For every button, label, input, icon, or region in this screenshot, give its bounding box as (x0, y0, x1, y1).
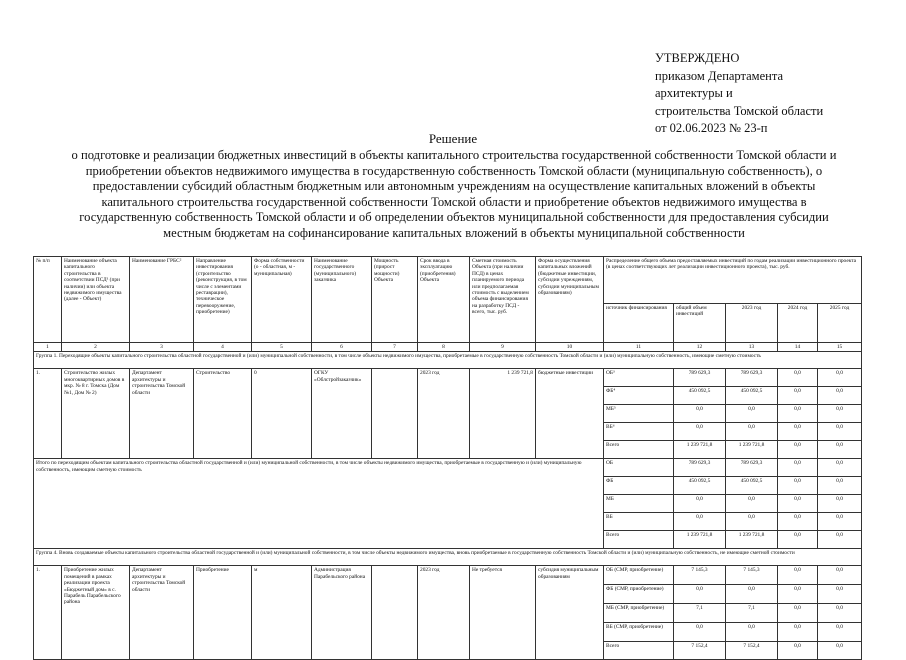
column-number: 7 (372, 343, 418, 352)
fin-total: 0,0 (674, 495, 726, 513)
object-name: Приобретение жилых помещений в рамках реализации проекта «Бюджетный дом» в с. Парабель Парабельского района (62, 566, 130, 660)
fin-2023: 0,0 (726, 495, 778, 513)
fin-source: ВБ (СМР, приобретение) (604, 623, 674, 642)
header-cell: Форма собственности (о - областная, м - муниципальная) (252, 257, 312, 343)
fin-2025: 0,0 (818, 405, 862, 423)
column-number: 15 (818, 343, 862, 352)
fin-2023: 1 239 721,8 (726, 531, 778, 549)
approved-line: приказом Департамента (655, 68, 783, 83)
fin-source: ВБ⁶ (604, 423, 674, 441)
object-number: 1. (34, 566, 62, 660)
fin-2023: 0,0 (726, 423, 778, 441)
fin-total: 789 629,3 (674, 369, 726, 387)
fin-2024: 0,0 (778, 477, 818, 495)
fin-source: ОБ (СМР, приобретение) (604, 566, 674, 585)
fin-2024: 0,0 (778, 604, 818, 623)
fin-total: 0,0 (674, 623, 726, 642)
header-cell: 2024 год (778, 304, 818, 343)
group-row (34, 352, 862, 369)
object-capacity (372, 566, 418, 660)
object-name: Строительство жилых многоквартирных домов в мкр. № 8 г. Томска (Дом №1, Дом № 2) (62, 369, 130, 459)
fin-2025: 0,0 (818, 604, 862, 623)
object-grbs: Департамент архитектуры и строительства Томской области (130, 369, 194, 459)
fin-total: 0,0 (674, 423, 726, 441)
fin-source: ФБ (СМР, приобретение) (604, 585, 674, 604)
column-number: 3 (130, 343, 194, 352)
object-capacity (372, 369, 418, 459)
fin-2024: 0,0 (778, 623, 818, 642)
header-cell: 2023 год (726, 304, 778, 343)
approved-line: строительства Томской области (655, 103, 824, 118)
approved-line: архитектуры и (655, 86, 733, 100)
fin-2024: 0,0 (778, 566, 818, 585)
header-cell: 2025 год (818, 304, 862, 343)
fin-2023: 0,0 (726, 513, 778, 531)
fin-2025: 0,0 (818, 585, 862, 604)
object-direction: Строительство (194, 369, 252, 459)
approval-stamp (655, 50, 823, 138)
fin-2023: 0,0 (726, 405, 778, 423)
fin-2023: 789 629,3 (726, 369, 778, 387)
fin-2025: 0,0 (818, 642, 862, 660)
object-cost: Не требуется (470, 566, 536, 660)
fin-2024: 0,0 (778, 495, 818, 513)
fin-2024: 0,0 (778, 513, 818, 531)
fin-2023: 0,0 (726, 623, 778, 642)
subtotal-label: Итого по переходящим объектам капитального строительства областной государственной и (или) муниципальной собственности, в том числе объекты недвижимого имущества, приобретаемые в государственную и (или) муниципальную собственность, имеющим сметную стоимость (34, 459, 604, 549)
fin-2025: 0,0 (818, 423, 862, 441)
object-cost: 1 239 721,8 (470, 369, 536, 459)
header-cell: источник финансирования (604, 304, 674, 343)
table-row (34, 566, 862, 585)
column-number-row (34, 343, 862, 352)
fin-source: МБ (СМР, приобретение) (604, 604, 674, 623)
fin-2025: 0,0 (818, 459, 862, 477)
header-cell: Наименование ГРБС² (130, 257, 194, 343)
header-cell: Срок ввода в эксплуатацию (приобретения) Объекта (418, 257, 470, 343)
object-ownership: м (252, 566, 312, 660)
object-form: субсидия муниципальным образованиям (536, 566, 604, 660)
fin-total: 450 092,5 (674, 387, 726, 405)
fin-2024: 0,0 (778, 387, 818, 405)
fin-source: МБ (604, 495, 674, 513)
fin-2025: 0,0 (818, 513, 862, 531)
object-customer: ОГКУ «Облстройзаказчик» (312, 369, 372, 459)
object-term: 2023 год (418, 566, 470, 660)
header-cell: Форма осуществления капитальных вложений (бюджетные инвестиции, субсидии учреждениям, субсидии муниципальным образованиям) (536, 257, 604, 343)
decision-title: Решение (428, 131, 478, 146)
object-customer: Администрация Парабельского района (312, 566, 372, 660)
column-number: 6 (312, 343, 372, 352)
column-number: 9 (470, 343, 536, 352)
fin-2024: 0,0 (778, 531, 818, 549)
fin-source: ФБ (604, 477, 674, 495)
fin-2025: 0,0 (818, 566, 862, 585)
header-cell: № п/п (34, 257, 62, 343)
column-number: 5 (252, 343, 312, 352)
column-number: 4 (194, 343, 252, 352)
fin-2025: 0,0 (818, 531, 862, 549)
fin-total: 7 145,3 (674, 566, 726, 585)
object-number: 1. (34, 369, 62, 459)
object-term: 2023 год (418, 369, 470, 459)
approved-line: УТВЕРЖДЕНО (655, 51, 740, 65)
column-number: 10 (536, 343, 604, 352)
fin-total: 1 239 721,8 (674, 531, 726, 549)
column-number: 1 (34, 343, 62, 352)
header-cell: общий объем инвестиций (674, 304, 726, 343)
fin-2024: 0,0 (778, 585, 818, 604)
fin-2023: 7 145,3 (726, 566, 778, 585)
fin-2025: 0,0 (818, 441, 862, 459)
fin-2025: 0,0 (818, 477, 862, 495)
fin-2023: 450 092,5 (726, 387, 778, 405)
fin-2025: 0,0 (818, 369, 862, 387)
fin-source: ВБ (604, 513, 674, 531)
fin-2023: 450 092,5 (726, 477, 778, 495)
fin-total: 450 092,5 (674, 477, 726, 495)
fin-source: Всего (604, 441, 674, 459)
header-cell: Наименование государственного (муниципального) заказчика (312, 257, 372, 343)
fin-total: 0,0 (674, 585, 726, 604)
fin-2024: 0,0 (778, 423, 818, 441)
fin-2023: 0,0 (726, 585, 778, 604)
fin-2024: 0,0 (778, 405, 818, 423)
fin-source: Всего (604, 642, 674, 660)
object-grbs: Департамент архитектуры и строительства Томской области (130, 566, 194, 660)
column-number: 11 (604, 343, 674, 352)
table-row (34, 459, 862, 477)
decision-body: о подготовке и реализации бюджетных инвестиций в объекты капитального строительства государственной собственности Томской области и приобретении объектов недвижимого имущества в государственную собственность Томской области (муниципальную собственность), о предоставлении субсидий областным бюджетным или автономным учреждениям на осуществление капитальных вложений в объекты капитального строительства государственной собственности Томской области и приобретение объектов недвижимого имущества в государственную собственность Томской области и об определении объектов муниципальной собственности для предоставления субсидии местным бюджетам на софинансирование капитальных вложений в объекты муниципальной собственности (71, 148, 837, 240)
header-cell: Мощность (прирост мощности) Объекта (372, 257, 418, 343)
group-4-title: Группа 4. Вновь создаваемые объекты капитального строительства областной государственной и (или) муниципальной собственности, в том числе объекты недвижимого имущества, вновь приобретаемые в государственную собственность Томской области и (или) муниципальную собственность, не имеющие сметной стоимости (34, 549, 862, 566)
column-number: 12 (674, 343, 726, 352)
column-number: 8 (418, 343, 470, 352)
fin-2025: 0,0 (818, 623, 862, 642)
fin-total: 1 239 721,8 (674, 441, 726, 459)
fin-total: 789 629,3 (674, 459, 726, 477)
object-direction: Приобретение (194, 566, 252, 660)
header-cell: Направление инвестирования (строительство (реконструкция, в том числе с элементами реставрации), техническое перевооружение, приобретение) (194, 257, 252, 343)
column-number: 13 (726, 343, 778, 352)
fin-source: ОБ (604, 459, 674, 477)
fin-2023: 1 239 721,8 (726, 441, 778, 459)
group-row (34, 549, 862, 566)
fin-2025: 0,0 (818, 387, 862, 405)
fin-total: 0,0 (674, 405, 726, 423)
header-cell: Распределение общего объема предоставляемых инвестиций по годам реализации инвестиционного проекта (в ценах соответствующих лет реализации инвестиционного проекта), тыс. руб. (604, 257, 862, 304)
fin-source: ФБ⁴ (604, 387, 674, 405)
header-cell: Сметная стоимость Объекта (при наличии ПСД) в ценах планируемого периода или предполагаемая стоимость с выделением объема финансирования на разработку ПСД - всего, тыс. руб. (470, 257, 536, 343)
object-ownership: 0 (252, 369, 312, 459)
fin-2024: 0,0 (778, 642, 818, 660)
fin-total: 7,1 (674, 604, 726, 623)
fin-2023: 7 152,4 (726, 642, 778, 660)
fin-2024: 0,0 (778, 441, 818, 459)
fin-total: 0,0 (674, 513, 726, 531)
fin-2023: 789 629,3 (726, 459, 778, 477)
fin-total: 7 152,4 (674, 642, 726, 660)
approved-line: от 02.06.2023 № 23-п (655, 121, 768, 135)
table-row (34, 369, 862, 387)
column-number: 2 (62, 343, 130, 352)
fin-2025: 0,0 (818, 495, 862, 513)
column-number: 14 (778, 343, 818, 352)
header-cell: Наименование объекта капитального строительства в соответствии ПСД¹ (при наличии) или объекта недвижимого имущества (далее - Объект) (62, 257, 130, 343)
fin-source: ОБ³ (604, 369, 674, 387)
fin-source: Всего (604, 531, 674, 549)
fin-source: МБ⁵ (604, 405, 674, 423)
object-form: бюджетные инвестиции (536, 369, 604, 459)
fin-2024: 0,0 (778, 369, 818, 387)
fin-2023: 7,1 (726, 604, 778, 623)
group-1-title: Группа 1. Переходящие объекты капитального строительства областной государственной и (или) муниципальной собственности, в том числе объекты недвижимого имущества, приобретаемые в государственную собственность Томской области и (или) муниципальную собственность, имеющие сметную стоимость (34, 352, 862, 369)
investment-table (33, 256, 862, 660)
header-row (34, 257, 862, 304)
fin-2024: 0,0 (778, 459, 818, 477)
